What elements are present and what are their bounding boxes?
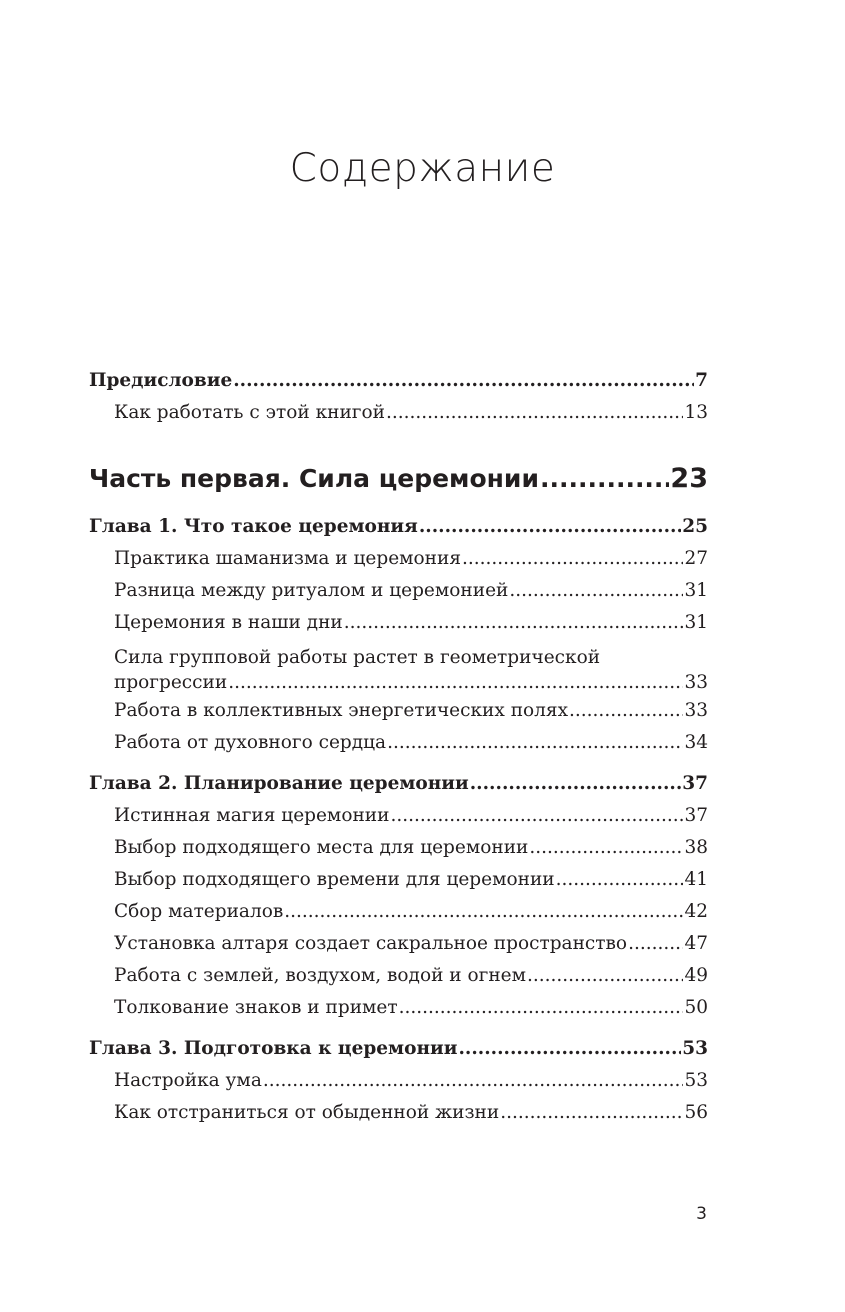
- leader-dots: [540, 464, 669, 494]
- toc-label: Выбор подходящего места для церемонии: [114, 837, 529, 858]
- toc-label: Предисловие: [89, 370, 233, 391]
- toc-entry[interactable]: [89, 644, 708, 700]
- toc-label: Церемония в наши дни: [114, 612, 343, 633]
- toc-entry[interactable]: [89, 965, 708, 997]
- leader-dots: [509, 580, 683, 602]
- toc-page: 37: [682, 773, 708, 794]
- toc-entry[interactable]: [89, 612, 708, 644]
- leader-dots: [284, 901, 683, 923]
- toc-entry[interactable]: [89, 901, 708, 933]
- toc-page: 38: [684, 837, 708, 858]
- leader-dots: [458, 1038, 681, 1060]
- toc-label: Глава 1. Что такое церемония: [89, 516, 418, 537]
- leader-dots: [527, 965, 683, 987]
- toc-page: 47: [684, 933, 708, 954]
- toc-entry-preface[interactable]: [89, 370, 708, 402]
- leader-dots: [263, 1070, 684, 1092]
- toc-label: Работа в коллективных энергетических полях: [114, 700, 569, 721]
- leader-dots: [500, 1102, 683, 1124]
- toc-label: Выбор подходящего времени для церемонии: [114, 869, 555, 890]
- toc-page: 31: [684, 580, 708, 601]
- toc-entry[interactable]: [89, 402, 708, 434]
- toc-page: 33: [684, 672, 708, 693]
- toc-page: 53: [682, 1038, 708, 1059]
- leader-dots: [387, 732, 683, 754]
- toc-page: 31: [684, 612, 708, 633]
- toc-page: 33: [684, 700, 708, 721]
- toc-label-cont: прогрессии: [114, 672, 228, 693]
- page-title: Содержание: [289, 146, 556, 191]
- leader-dots: [399, 997, 684, 1019]
- toc-label: Настройка ума: [114, 1070, 262, 1091]
- toc-page: 53: [684, 1070, 708, 1091]
- leader-dots: [470, 773, 682, 795]
- toc-page: 50: [684, 997, 708, 1018]
- toc-entry[interactable]: [89, 933, 708, 965]
- toc-label: Часть первая. Сила церемонии: [89, 464, 539, 493]
- toc-page: 23: [670, 463, 708, 494]
- toc-label: Разница между ритуалом и церемонией: [114, 580, 509, 601]
- toc-entry[interactable]: [89, 580, 708, 612]
- toc-entry-chapter-1[interactable]: [89, 516, 708, 548]
- toc-entry-part-1[interactable]: [89, 464, 708, 508]
- toc-page: 34: [684, 732, 708, 753]
- toc-label: Толкование знаков и примет: [114, 997, 398, 1018]
- toc-label: Практика шаманизма и церемония: [114, 548, 462, 569]
- table-of-contents: [89, 370, 708, 1134]
- toc-page: 56: [684, 1102, 708, 1123]
- leader-dots: [390, 805, 683, 827]
- toc-page: 7: [695, 370, 708, 391]
- leader-dots: [556, 869, 684, 891]
- toc-entry[interactable]: [89, 805, 708, 837]
- toc-label: Как работать с этой книгой: [114, 402, 385, 423]
- toc-page: 42: [684, 901, 708, 922]
- toc-entry-chapter-2[interactable]: [89, 773, 708, 805]
- toc-page: 13: [684, 402, 708, 423]
- toc-label: Работа с землей, воздухом, водой и огнем: [114, 965, 527, 986]
- leader-dots: [233, 370, 694, 392]
- toc-label: Глава 3. Подготовка к церемонии: [89, 1038, 458, 1059]
- toc-label: Сбор материалов: [114, 901, 284, 922]
- toc-label: Сила групповой работы растет в геометрической: [114, 647, 601, 668]
- toc-entry[interactable]: [89, 837, 708, 869]
- toc-label: Работа от духовного сердца: [114, 732, 387, 753]
- leader-dots: [419, 516, 681, 538]
- toc-entry[interactable]: [89, 700, 708, 732]
- toc-label: Установка алтаря создает сакральное пространство: [114, 933, 628, 954]
- leader-dots: [462, 548, 683, 570]
- leader-dots: [569, 700, 683, 722]
- toc-label: Глава 2. Планирование церемонии: [89, 773, 469, 794]
- toc-entry[interactable]: [89, 1102, 708, 1134]
- leader-dots: [344, 612, 684, 634]
- toc-label: Истинная магия церемонии: [114, 805, 390, 826]
- leader-dots: [529, 837, 683, 859]
- leader-dots: [228, 672, 683, 694]
- leader-dots: [386, 402, 683, 424]
- toc-entry[interactable]: [89, 1070, 708, 1102]
- toc-page: 49: [684, 965, 708, 986]
- toc-entry[interactable]: [89, 732, 708, 764]
- leader-dots: [628, 933, 683, 955]
- toc-page: 27: [684, 548, 708, 569]
- toc-page: 25: [682, 516, 708, 537]
- toc-page: 37: [684, 805, 708, 826]
- toc-label: Как отстраниться от обыденной жизни: [114, 1102, 500, 1123]
- toc-page: 41: [684, 869, 708, 890]
- toc-entry[interactable]: [89, 548, 708, 580]
- toc-entry[interactable]: [89, 997, 708, 1029]
- toc-entry[interactable]: [89, 869, 708, 901]
- page-number: 3: [696, 1204, 707, 1224]
- toc-entry-chapter-3[interactable]: [89, 1038, 708, 1070]
